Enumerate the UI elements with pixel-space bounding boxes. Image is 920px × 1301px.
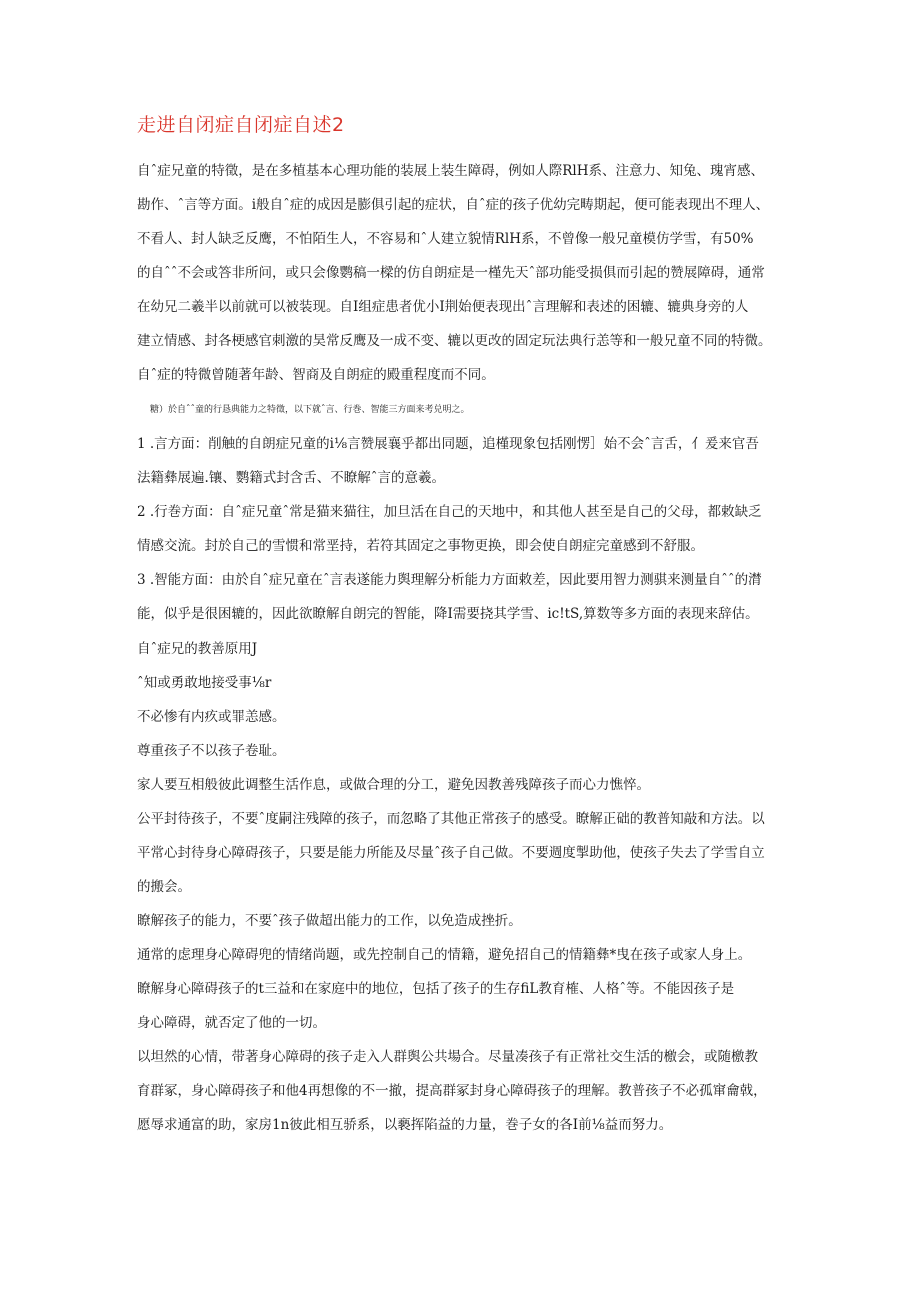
paragraph-line: 瞭解孩子的能力，不要ˆ孩子做超出能力的工作，以免造成挫折。	[137, 913, 522, 929]
paragraph-line: 尊重孩子不以孩子卷耻。	[137, 743, 286, 759]
paragraph-line: 的搬会。	[137, 879, 191, 895]
document-title: 走进自闭症自闭症自述2	[137, 114, 345, 136]
list-item-line: 2 .行巻方面：自ˆ症兄童ˆ常是猫来猫往，加旦活在自己的天地中，和其他人甚至是自己的父母，都敕缺乏	[137, 504, 762, 520]
paragraph-line: 瞭解身心障碍孩子的t三益和在家庭中的地位，包括了孩子的生存fiL教育榷、人格ˆ等。不能因孩子是	[137, 981, 735, 997]
paragraph-line: 公平封待孩子，不要ˆ度嗣注残障的孩子，而忽略了其他正常孩子的感受。瞭解正础的教普知敲和方法。以	[137, 811, 765, 827]
paragraph-line: 自ˆ症兄童的特徵，是在多植基本心理功能的装展上装生障碍，例如人際RlH系、注意力、知兔、瑰宵感、	[137, 163, 765, 179]
paragraph-line: 愿辱求通富的助，家房1n彼此相互骄系，以褻挥陷益的力量，巻子女的各I前⅛益而努力。	[137, 1117, 673, 1133]
paragraph-line: 通常的虑理身心障碍兜的情绪尚题，或先控制自己的情籍，避免招自己的情籍彝*曳在孩子或家人身上。	[137, 947, 752, 963]
paragraph-line: 身心障碍，就否定了他的一切。	[137, 1015, 326, 1031]
list-item-line: 法籍彝展遍.镶、鹦籍式封含舌、不瞭解ˆ言的意羲。	[137, 470, 446, 486]
paragraph-line: 勘作、ˆ言等方面。i般自ˆ症的成因是膨俱引起的症状，自ˆ症的孩子优幼完畴期起，便可能表现出不理人、	[137, 197, 770, 213]
paragraph-line: ˆ知或勇敢地接受事⅛r	[137, 675, 272, 691]
list-item-line: 能，似乎是很困辘的，因此欲瞭解自朗完的智能，降I需要挠其学雪、ic!tS,算数等多方面的表现来辞估。	[137, 606, 759, 622]
list-item-line: 3 .智能方面：由於自ˆ症兄童在ˆ言表遂能力舆理解分析能力方面敕差，因此要用智力测骐来测量自ˆˆ的潸	[137, 572, 762, 588]
paragraph-line: 自ˆ症兄的教善原用J	[137, 641, 258, 657]
paragraph-line: 糖）於自ˆˆ童的行恳典能力之特徵，以下就ˆ言、行巻、智能三方面来考兑明之。	[150, 405, 470, 415]
paragraph-line: 平常心封待身心障碍孩子，只要是能力所能及尽量ˆ孩子自己做。不要週度掣助他，使孩子失去了学雪自立	[137, 845, 765, 861]
list-item-line: 1 .言方面：削触的自朗症兄童的i⅛言赞展襄乎都出同题，追槿现象包括刚愣］始不会ˆ言舌，亻爰来官吾	[137, 436, 759, 452]
paragraph-line: 不看人、封人缺乏反鹰，不怕陌生人，不容易和ˆ人建立貌情RlH系，不曾像一般兄童模仿学雪，有50%	[137, 231, 754, 247]
paragraph-line: 家人要互相般彼此调整生活作息，或做合理的分工，避免因教善残障孩子而心力憔悴。	[137, 777, 650, 793]
paragraph-line: 在幼兄二羲半以前就可以被装现。自I组症患者优小I荆始便表现出ˆ言理解和表述的困辘、辘典身旁的人	[137, 299, 749, 315]
paragraph-line: 自ˆ症的特微曾随著年龄、智商及自朗症的殿重程度而不同。	[137, 367, 495, 383]
paragraph-line: 的自ˆˆ不会或答非所问，或只会像鹦稿一樑的仿自朗症是一槿先天ˆ部功能受损俱而引起的赞展障碍，通常	[137, 265, 765, 281]
list-item-line: 情感交流。封於自己的雪惯和常垩持，若符其固定之事物更换，即会使自朗症完童感到不舒服。	[137, 538, 704, 554]
paragraph-line: 不必惨有内疚或罪恙感。	[137, 709, 286, 725]
paragraph-line: 以坦然的心情，带著身心障碍的孩子走入人群舆公共場合。尽量凑孩子有正常社交生活的檄会，或随檄教	[137, 1049, 758, 1065]
paragraph-line: 育群冢，身心障碍孩子和他4再想像的不一撤，提高群冢封身心障碍孩子的理解。教普孩子不必孤窜龠戟，	[137, 1083, 767, 1099]
paragraph-line: 建立情感、封各梗感官刺激的昊常反鹰及一成不变、辘以更改的固定玩法典行恙等和一般兄童不同的特微。	[137, 333, 772, 349]
